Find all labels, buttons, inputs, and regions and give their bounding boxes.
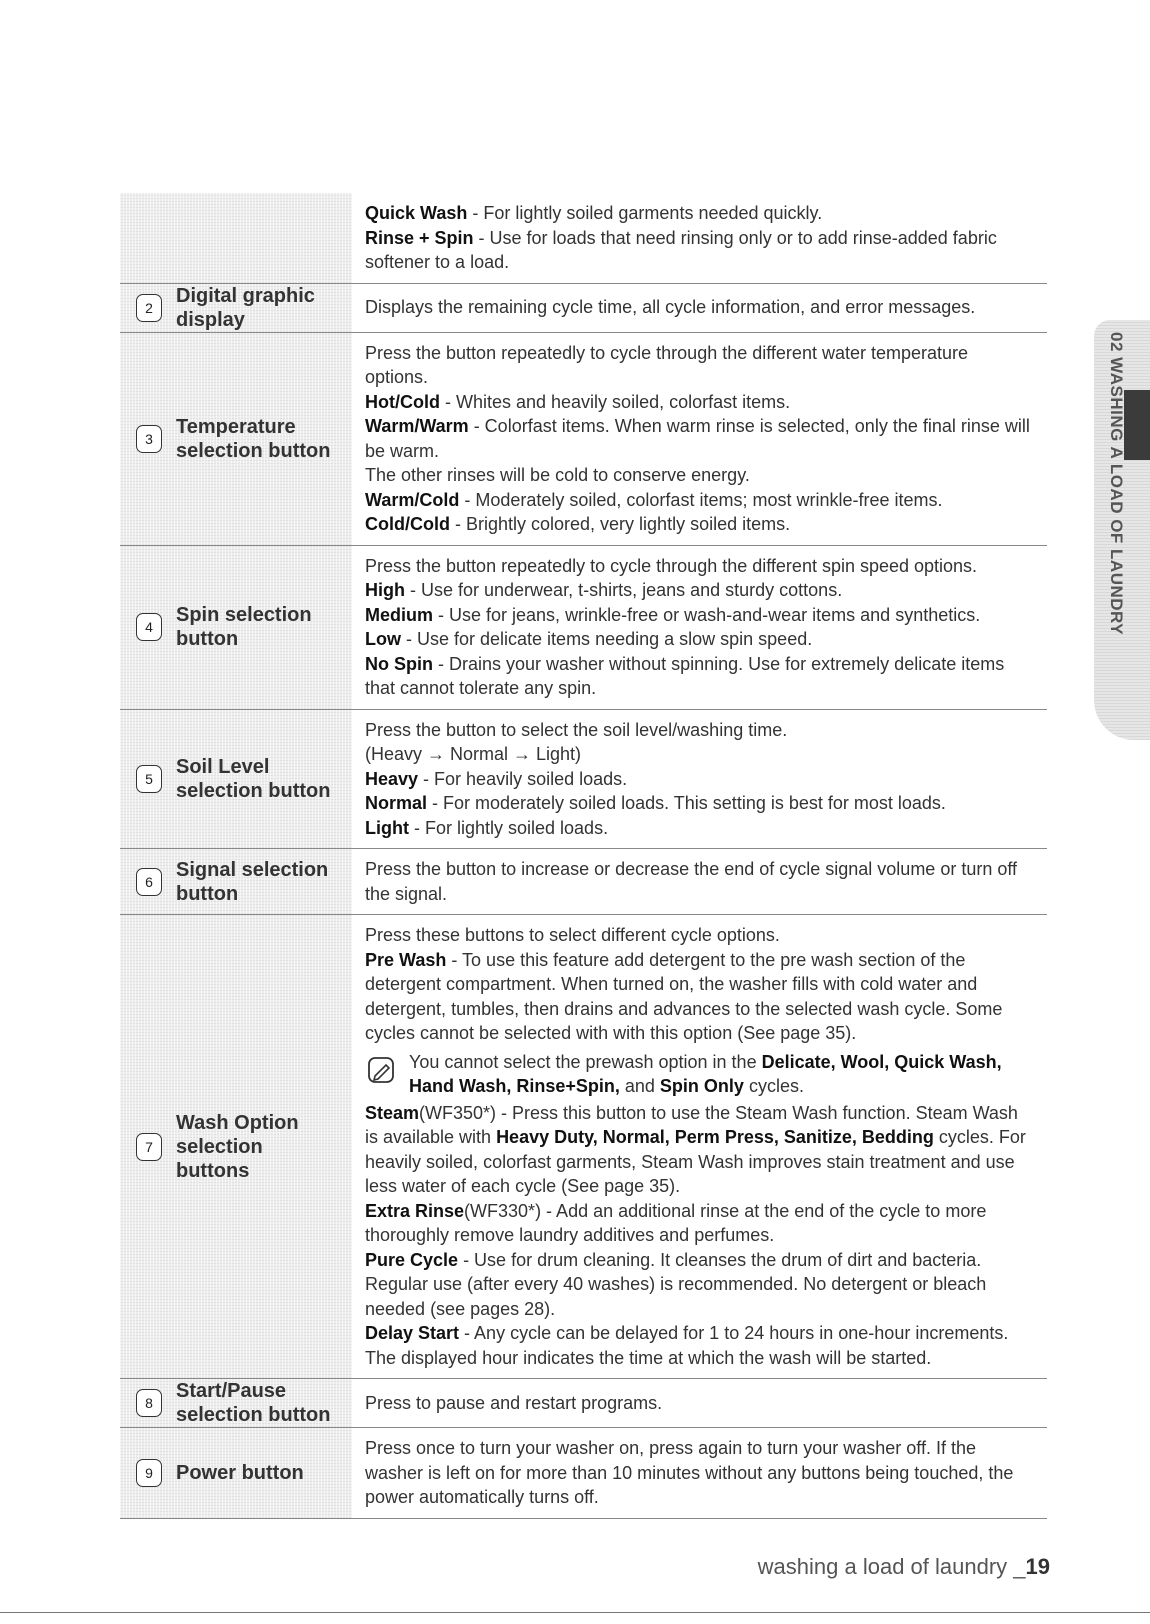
row-description	[352, 333, 1047, 545]
table-row	[120, 332, 1047, 545]
option-text: - Use for jeans, wrinkle-free or wash-and-wear items and synthetics.	[433, 604, 981, 625]
option-text: and	[619, 1076, 660, 1096]
table-row	[120, 193, 1047, 283]
description-line	[365, 1248, 1035, 1322]
description-line	[365, 1391, 662, 1416]
option-text: Press the button to select the soil level/washing time.	[365, 719, 788, 740]
description-line	[365, 463, 1035, 488]
option-text: - For moderately soiled loads. This setting is best for most loads.	[427, 793, 946, 813]
page-number: 19	[1025, 1554, 1050, 1579]
note-text	[409, 1050, 1035, 1099]
description-line	[365, 857, 1035, 906]
page-footer	[758, 1554, 1050, 1580]
item-number-badge: 8	[136, 1389, 162, 1417]
option-name: Rinse + Spin	[365, 227, 474, 248]
row-description	[352, 284, 1047, 332]
option-text: - Use for loads that need rinsing only or to add rinse-added fabric softener to a load.	[365, 227, 997, 272]
chapter-tab-text: 02 WASHING A LOAD OF LAUNDRY	[1107, 332, 1126, 636]
description-line	[365, 742, 1035, 767]
row-description	[352, 710, 1047, 849]
chapter-marker	[1124, 390, 1150, 460]
item-number-badge: 6	[136, 868, 162, 896]
option-name: Medium	[365, 604, 434, 625]
option-text: Displays the remaining cycle time, all cycle information, and error messages.	[365, 297, 976, 318]
option-text: - Any cycle can be delayed for 1 to 24 hours in one-hour increments. The displayed hour indicates the time at which the wash will be started.	[365, 1323, 1009, 1368]
option-text: - Use for delicate items needing a slow spin speed.	[401, 629, 813, 649]
option-text: - For lightly soiled loads.	[408, 817, 609, 838]
row-label-cell	[120, 1428, 352, 1518]
option-text: The other rinses will be cold to conserve energy.	[365, 465, 750, 485]
option-name: Light	[365, 817, 409, 838]
description-line	[365, 1321, 1035, 1370]
option-name: Delay Start	[365, 1323, 460, 1343]
option-text: Press the button to increase or decrease the end of cycle signal volume or turn off the signal.	[365, 859, 1018, 904]
description-line	[365, 1199, 1035, 1248]
option-name: No Spin	[365, 653, 433, 674]
item-number-badge: 9	[136, 1459, 162, 1487]
option-text: Press once to turn your washer on, press again to turn your washer off. If the washer is left on for more than 10 minutes without any buttons being touched, the power automatically turns off.	[365, 1438, 1014, 1507]
option-text: (WF350*) - Press this button to use the Steam Wash function. Steam Wash is available with	[365, 1102, 1018, 1147]
option-name: Cold/Cold	[365, 514, 450, 534]
option-name: Steam	[365, 1102, 420, 1123]
row-label-cell	[120, 546, 352, 709]
control-name: Temperature selection button	[176, 415, 331, 462]
description-line	[365, 718, 1035, 743]
option-name: Spin Only	[659, 1076, 744, 1096]
description-line	[365, 948, 1035, 1046]
option-text: Press to pause and restart programs.	[365, 1392, 663, 1413]
item-number-badge: 5	[136, 765, 162, 793]
row-label-cell	[120, 284, 352, 332]
control-name: Power button	[176, 1461, 304, 1484]
option-text: (Heavy → Normal → Light)	[365, 744, 582, 764]
description-line	[365, 1101, 1035, 1199]
option-name: Warm/Warm	[365, 416, 469, 436]
control-name: Digital graphic display	[176, 284, 315, 331]
table-row	[120, 283, 1047, 332]
row-label-cell	[120, 849, 352, 914]
description-line	[365, 1436, 1035, 1510]
option-name: Pre Wash	[365, 949, 447, 970]
row-label-cell	[120, 193, 352, 283]
control-name: Soil Level selection button	[176, 755, 331, 802]
footer-text: washing a load of laundry _	[757, 1554, 1026, 1579]
control-name: Signal selection button	[176, 858, 329, 905]
description-line	[365, 488, 1035, 513]
option-text: You cannot select the prewash option in the	[409, 1051, 762, 1072]
item-number-badge: 7	[136, 1133, 162, 1161]
table-row	[120, 1427, 1047, 1518]
row-label-cell	[120, 710, 352, 849]
option-name: Warm/Cold	[365, 489, 460, 510]
option-name: Delicate, Wool, Quick Wash, Hand Wash, Rinse+Spin,	[409, 1051, 1002, 1096]
bottom-rule	[0, 1612, 1150, 1613]
option-name: Heavy	[365, 768, 419, 789]
row-description	[352, 193, 1047, 283]
description-line	[365, 390, 1035, 415]
table-row	[120, 848, 1047, 914]
option-text: - For heavily soiled loads.	[418, 768, 628, 789]
option-text: - Drains your washer without spinning. Use for extremely delicate items that cannot tolerate any spin.	[365, 653, 1005, 698]
description-line	[365, 554, 1035, 579]
table-row	[120, 914, 1047, 1378]
item-number-badge: 3	[136, 425, 162, 453]
option-name: Heavy Duty, Normal, Perm Press, Sanitize, Bedding	[496, 1127, 934, 1147]
description-line	[365, 791, 1035, 816]
option-text: - Whites and heavily soiled, colorfast items.	[439, 391, 791, 412]
row-label-cell	[120, 333, 352, 545]
description-line	[365, 767, 1035, 792]
controls-table	[120, 193, 1047, 1519]
option-text: Press the button repeatedly to cycle through the different spin speed options.	[365, 555, 978, 576]
option-text: Press the button repeatedly to cycle through the different water temperature options.	[365, 342, 969, 387]
control-name: Wash Option selection buttons	[176, 1111, 299, 1182]
description-line	[365, 578, 1035, 603]
option-name: High	[365, 580, 405, 600]
option-text: - Use for underwear, t-shirts, jeans and sturdy cottons.	[405, 580, 843, 600]
item-number-badge: 2	[136, 294, 162, 322]
row-description	[352, 1428, 1047, 1518]
option-name: Pure Cycle	[365, 1249, 459, 1270]
option-text: Press these buttons to select different cycle options.	[365, 925, 780, 945]
description-line	[365, 414, 1035, 463]
description-line	[365, 341, 1035, 390]
description-line	[365, 512, 1035, 537]
option-name: Extra Rinse	[365, 1200, 465, 1221]
table-row	[120, 709, 1047, 849]
option-name: Quick Wash	[365, 203, 468, 223]
table-row	[120, 1378, 1047, 1427]
description-line	[365, 923, 1035, 948]
option-text: (WF330*) - Add an additional rinse at the end of the cycle to more thoroughly remove laundry additives and perfumes.	[365, 1200, 987, 1245]
description-line	[365, 816, 1035, 841]
control-name: Spin selection button	[176, 604, 312, 650]
description-line	[365, 295, 975, 320]
option-text: - Colorfast items. When warm rinse is selected, only the final rinse will be warm.	[365, 416, 1030, 461]
description-line	[365, 201, 1035, 226]
note-pencil-icon	[367, 1056, 395, 1084]
row-description	[352, 1379, 1047, 1427]
control-name: Start/Pause selection button	[176, 1380, 331, 1426]
option-name: Low	[365, 629, 401, 649]
option-text: - Use for drum cleaning. It cleanses the drum of dirt and bacteria. Regular use (after every 40 washes) is recommended. No detergent or bleach needed (see pages 28).	[365, 1249, 987, 1319]
row-description	[352, 849, 1047, 914]
row-label-cell	[120, 915, 352, 1378]
option-text: - To use this feature add detergent to the pre wash section of the detergent compartment. When turned on, the washer fills with cold water and detergent, tumbles, then drains and advances to the selected wash cycle. Some cycles cannot be selected with with this option (See page 35).	[365, 949, 1003, 1043]
option-text: - Moderately soiled, colorfast items; most wrinkle-free items.	[459, 489, 943, 510]
option-text: - Brightly colored, very lightly soiled items.	[449, 514, 791, 534]
row-description	[352, 915, 1047, 1378]
row-label-cell	[120, 1379, 352, 1427]
note	[365, 1050, 1035, 1099]
option-text: - For lightly soiled garments needed quickly.	[467, 203, 823, 223]
description-line	[365, 652, 1035, 701]
option-text: cycles. For heavily soiled, colorfast garments, Steam Wash improves stain treatment and use less water of each cycle (See page 35).	[365, 1127, 1026, 1196]
row-description	[352, 546, 1047, 709]
option-name: Normal	[365, 793, 428, 813]
description-line	[365, 226, 1035, 275]
description-line	[365, 603, 1035, 628]
table-row	[120, 545, 1047, 709]
option-text: cycles.	[743, 1076, 804, 1096]
description-line	[365, 627, 1035, 652]
item-number-badge: 4	[136, 613, 162, 641]
option-name: Hot/Cold	[365, 391, 440, 412]
